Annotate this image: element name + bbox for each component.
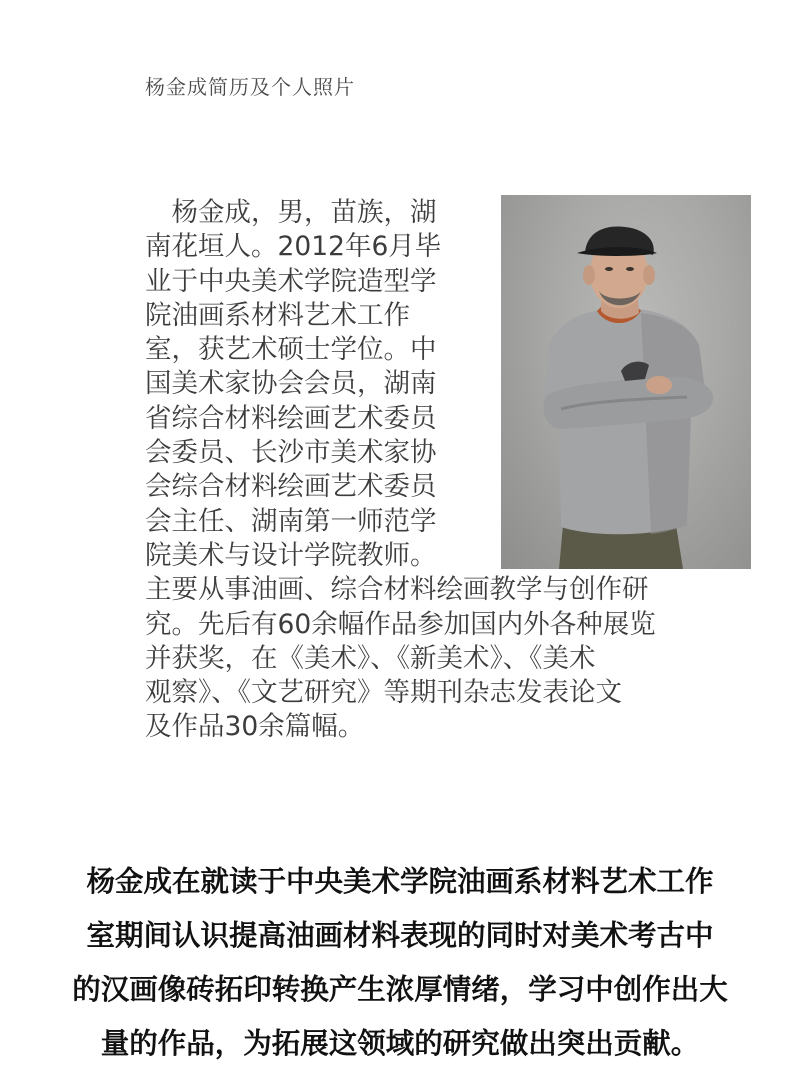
bio-line: 并获奖，在《美术》、《新美术》、《美术 — [145, 642, 596, 674]
statement-line: 室期间认识提高油画材料表现的同时对美术考古中 — [86, 918, 714, 952]
bio-line: 杨金成，男，苗族，湖 — [145, 197, 437, 228]
bio-line: 室，获艺术硕士学位。中 — [145, 334, 437, 366]
bio-line: 主要从事油画、综合材料绘画教学与创作研 — [145, 574, 649, 606]
bio-line: 省综合材料绘画艺术委员 — [145, 402, 437, 434]
statement-line: 量的作品，为拓展这领域的研究做出突出贡献。 — [100, 1026, 700, 1060]
bio-line: 及作品30余篇幅。 — [145, 711, 365, 743]
bio-line: 究。先后有60余幅作品参加国内外各种展览 — [145, 608, 656, 640]
bio-line: 南花垣人。2012年6月毕 — [145, 231, 442, 263]
bio-line: 观察》、《文艺研究》等期刊杂志发表论文 — [145, 677, 622, 709]
bio-line: 国美术家协会会员，湖南 — [145, 368, 437, 400]
bio-line: 院油画系材料艺术工作 — [145, 299, 410, 331]
page-caption: 杨金成简历及个人照片 — [145, 75, 355, 99]
bio-line: 业于中央美术学院造型学 — [145, 265, 437, 297]
statement-line: 杨金成在就读于中央美术学院油画系材料艺术工作 — [86, 864, 714, 898]
statement-line: 的汉画像砖拓印转换产生浓厚情绪，学习中创作出大 — [72, 972, 728, 1006]
highlight-statement — [0, 854, 800, 1070]
bio-line: 会委员、长沙市美术家协 — [145, 437, 437, 469]
bio-line: 会综合材料绘画艺术委员 — [145, 471, 437, 503]
portrait-photo — [501, 195, 751, 569]
bio-line: 院美术与设计学院教师。 — [145, 539, 437, 571]
portrait-illustration — [501, 195, 751, 569]
bio-line: 会主任、湖南第一师范学 — [145, 505, 437, 537]
